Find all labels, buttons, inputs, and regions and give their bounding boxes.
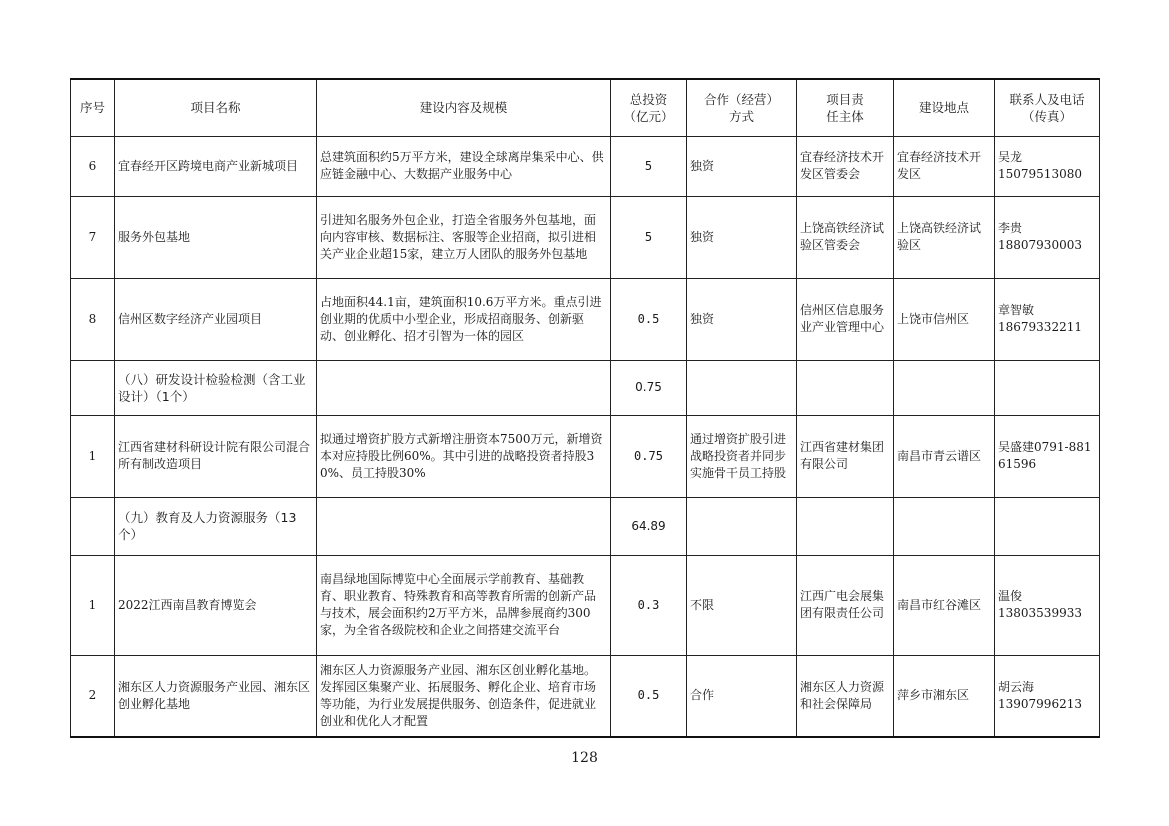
section-empty — [894, 497, 995, 555]
cell-coop: 独资 — [687, 278, 797, 360]
table-row — [71, 136, 1100, 196]
cell-owner: 江西省建材集团有限公司 — [797, 415, 894, 497]
section-empty — [797, 497, 894, 555]
header-invest: 总投资 （亿元） — [611, 79, 687, 136]
cell-contact: 吴盛建0791-88161596 — [995, 415, 1100, 497]
section-seq — [71, 497, 115, 555]
cell-contact: 章智敏 18679332211 — [995, 278, 1100, 360]
cell-name: 湘东区人力资源服务产业园、湘东区创业孵化基地 — [115, 655, 317, 737]
cell-seq: 2 — [71, 655, 115, 737]
section-empty — [317, 497, 611, 555]
header-seq: 序号 — [71, 79, 115, 136]
cell-owner: 信州区信息服务业产业管理中心 — [797, 278, 894, 360]
header-coop: 合作（经营） 方式 — [687, 79, 797, 136]
section-title: （九）教育及人力资源服务（13个） — [115, 497, 317, 555]
cell-contact: 吴龙 15079513080 — [995, 136, 1100, 196]
cell-coop: 不限 — [687, 555, 797, 655]
cell-content: 总建筑面积约5万平方米，建设全球离岸集采中心、供应链金融中心、大数据产业服务中心 — [317, 136, 611, 196]
section-invest: 64.89 — [611, 497, 687, 555]
cell-contact: 温俊 13803539933 — [995, 555, 1100, 655]
cell-name: 江西省建材科研设计院有限公司混合所有制改造项目 — [115, 415, 317, 497]
cell-location: 南昌市红谷滩区 — [894, 555, 995, 655]
section-empty — [995, 497, 1100, 555]
cell-seq: 6 — [71, 136, 115, 196]
cell-location: 南昌市青云谱区 — [894, 415, 995, 497]
section-empty — [687, 497, 797, 555]
table-row — [71, 555, 1100, 655]
cell-location: 上饶高铁经济试验区 — [894, 196, 995, 278]
header-name: 项目名称 — [115, 79, 317, 136]
page-number: 128 — [571, 750, 598, 766]
cell-contact: 李贵 18807930003 — [995, 196, 1100, 278]
section-empty — [317, 360, 611, 415]
header-location: 建设地点 — [894, 79, 995, 136]
cell-coop: 合作 — [687, 655, 797, 737]
cell-location: 萍乡市湘东区 — [894, 655, 995, 737]
section-seq — [71, 360, 115, 415]
header-content: 建设内容及规模 — [317, 79, 611, 136]
section-empty — [894, 360, 995, 415]
cell-invest: 5 — [611, 196, 687, 278]
cell-seq: 1 — [71, 415, 115, 497]
cell-name: 2022江西南昌教育博览会 — [115, 555, 317, 655]
cell-invest: 0.5 — [611, 278, 687, 360]
table-row — [71, 196, 1100, 278]
project-table — [70, 78, 1100, 738]
cell-content: 引进知名服务外包企业，打造全省服务外包基地，面向内容审核、数据标注、客服等企业招商，拟引进相关产业企业超15家，建立万人团队的服务外包基地 — [317, 196, 611, 278]
cell-coop: 独资 — [687, 196, 797, 278]
cell-owner: 宜春经济技术开发区管委会 — [797, 136, 894, 196]
cell-invest: 0.75 — [611, 415, 687, 497]
cell-seq: 8 — [71, 278, 115, 360]
header-owner: 项目责 任主体 — [797, 79, 894, 136]
section-row — [71, 497, 1100, 555]
cell-content: 拟通过增资扩股方式新增注册资本7500万元，新增资本对应持股比例60%。其中引进的战略投资者持股30%、员工持股30% — [317, 415, 611, 497]
cell-invest: 5 — [611, 136, 687, 196]
header-contact: 联系人及电话 （传真） — [995, 79, 1100, 136]
section-empty — [797, 360, 894, 415]
cell-owner: 江西广电会展集团有限责任公司 — [797, 555, 894, 655]
section-empty — [687, 360, 797, 415]
cell-name: 信州区数字经济产业园项目 — [115, 278, 317, 360]
cell-coop: 通过增资扩股引进战略投资者并同步实施骨干员工持股 — [687, 415, 797, 497]
cell-content: 占地面积44.1亩，建筑面积10.6万平方米。重点引进创业期的优质中小型企业，形成招商服务、创新驱动、创业孵化、招才引智为一体的园区 — [317, 278, 611, 360]
table-row — [71, 415, 1100, 497]
cell-invest: 0.3 — [611, 555, 687, 655]
section-empty — [995, 360, 1100, 415]
cell-seq: 1 — [71, 555, 115, 655]
cell-name: 宜春经开区跨境电商产业新城项目 — [115, 136, 317, 196]
cell-name: 服务外包基地 — [115, 196, 317, 278]
cell-content: 南昌绿地国际博览中心全面展示学前教育、基础教育、职业教育、特殊教育和高等教育所需的创新产品与技术，展会面积约2万平方米，品牌参展商约300家，为全省各级院校和企业之间搭建交流平台 — [317, 555, 611, 655]
cell-owner: 湘东区人力资源和社会保障局 — [797, 655, 894, 737]
cell-location: 宜春经济技术开发区 — [894, 136, 995, 196]
section-title: （八）研发设计检验检测（含工业设计）（1个） — [115, 360, 317, 415]
cell-coop: 独资 — [687, 136, 797, 196]
section-invest: 0.75 — [611, 360, 687, 415]
cell-contact: 胡云海 13907996213 — [995, 655, 1100, 737]
cell-invest: 0.5 — [611, 655, 687, 737]
table-header-row — [71, 79, 1100, 136]
cell-location: 上饶市信州区 — [894, 278, 995, 360]
cell-owner: 上饶高铁经济试验区管委会 — [797, 196, 894, 278]
section-row — [71, 360, 1100, 415]
cell-content: 湘东区人力资源服务产业园、湘东区创业孵化基地。发挥园区集聚产业、拓展服务、孵化企业、培育市场等功能，为行业发展提供服务、创造条件，促进就业创业和优化人才配置 — [317, 655, 611, 737]
table-row — [71, 278, 1100, 360]
table-row — [71, 655, 1100, 737]
cell-seq: 7 — [71, 196, 115, 278]
